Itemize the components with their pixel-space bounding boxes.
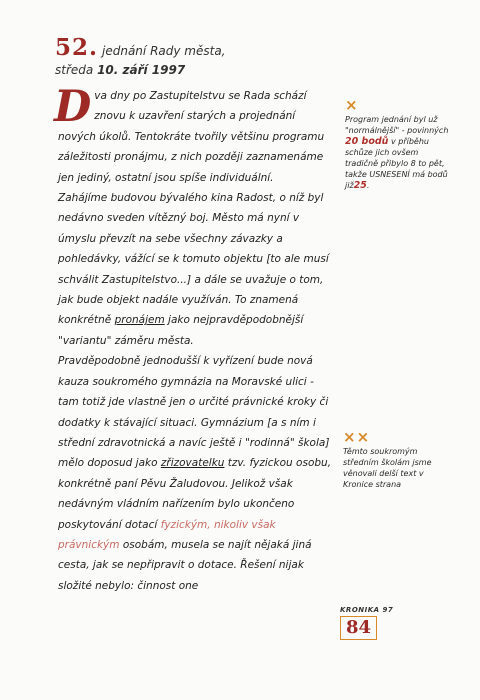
chronicle-body xyxy=(54,82,333,596)
session-weekday: středa xyxy=(55,63,94,77)
paragraph-2-end: jako nejpravděpodobnější "variantu" záměru města. xyxy=(58,314,304,347)
page-number: 84 xyxy=(340,616,377,640)
session-number: 52. xyxy=(55,34,99,61)
chronicle-label: KRONIKA 97 xyxy=(340,606,394,614)
underlined-rental: pronájem xyxy=(114,314,165,327)
side-note-program xyxy=(345,98,450,191)
side-note-2-text: Těmto soukromým středním školám jsme věnovali delší text v Kronice strana xyxy=(343,447,432,489)
paragraph-3-text: Pravděpodobně jednodušší k vyřízení bude nová kauza soukromého gymnázia na Moravské ulici - tam totiž jde vlastně jen o určité právnické kroky či dodatky k stávající situaci. Gymnázium [a s ním i střední zdravotnická a navíc ještě i "rodinná" škola] mělo doposud jako xyxy=(58,355,330,470)
side-note-1-red-count: 20 bodů xyxy=(345,136,389,147)
paragraph-2 xyxy=(58,188,333,351)
underlined-founder: zřizovatelku xyxy=(160,457,225,470)
red-highlight-text: fyzickým, nikoliv však právnickým xyxy=(58,518,276,551)
asterisk-marker-icon: × xyxy=(345,96,359,114)
session-title: jednání Rady města, xyxy=(102,44,226,58)
paragraph-3 xyxy=(58,351,333,596)
session-date: 10. září 1997 xyxy=(97,63,186,77)
paragraph-1-text: va dny po Zastupitelstvu se Rada schází znovu k uzavření starých a projednání nových úkolů. Tentokráte tvořily většinu programu záležitosti pronájmu, z nich později zaznamenáme jen jediný, ostatní jsou spíše individuální. xyxy=(58,90,325,184)
double-asterisk-marker-icon: ×× xyxy=(343,428,371,446)
paragraph-3-mid: tzv. fyzickou osobu, konkrétně paní Pěvu Žaludovou. Jelikož však nedávným vládním nařízením bylo ukončeno poskytování dotací xyxy=(58,457,332,531)
side-note-schools xyxy=(343,430,448,490)
paragraph-1 xyxy=(54,82,333,188)
side-note-1-text-c: . xyxy=(366,181,370,190)
paragraph-3-end: osobám, musela se najít nějaká jiná cesta, jak se nepřipravit o dotace. Řešení nijak složité nebylo: činnost one xyxy=(58,538,312,592)
drop-cap: D xyxy=(54,82,92,132)
side-note-1-text-b: v příběhu schůze jich ovšem tradičně přibylo 8 to pět, takže USNESENÍ má bodů již xyxy=(345,137,448,190)
session-heading xyxy=(55,34,315,77)
side-note-1-red-total: 25 xyxy=(353,180,367,191)
chronicle-footer xyxy=(340,606,393,640)
paragraph-2-text: Zahájíme budovou bývalého kina Radost, o níž byl nedávno sveden vítězný boj. Město má nyní v úmyslu převzít na sebe všechny závazky a pohledávky, vážící se k tomuto objektu [to ale musí schválit Zastupitelstvo...] a dále se uvažuje o tom, jak bude objekt nadále využíván. To znamená konkrétně xyxy=(58,192,329,327)
side-note-1-text-a: Program jednání byl už "normálnější" - povinných xyxy=(345,115,449,135)
